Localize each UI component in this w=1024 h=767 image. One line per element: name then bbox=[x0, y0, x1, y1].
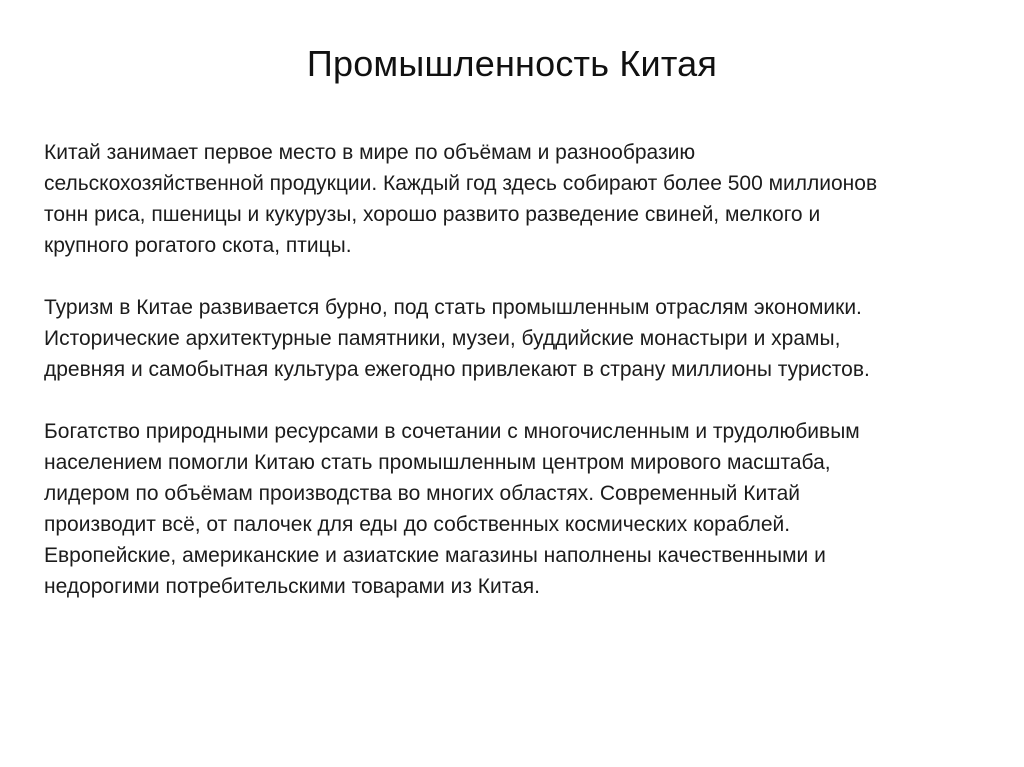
paragraph-tourism bbox=[44, 292, 1004, 385]
text-line: производит всё, от палочек для еды до собственных космических кораблей. bbox=[44, 513, 791, 536]
text-line: населением помогли Китаю стать промышленным центром мирового масштаба, bbox=[44, 451, 831, 474]
paragraph-spacer bbox=[44, 385, 1004, 416]
paragraph-spacer bbox=[44, 261, 1004, 292]
text-line: Богатство природными ресурсами в сочетании с многочисленным и трудолюбивым bbox=[44, 420, 860, 443]
slide-title: Промышленность Китая bbox=[306, 43, 718, 85]
text-line: Исторические архитектурные памятники, музеи, буддийские монастыри и храмы, bbox=[44, 327, 841, 350]
paragraph-industry bbox=[44, 416, 1004, 602]
text-line: крупного рогатого скота, птицы. bbox=[44, 234, 352, 257]
text-line: Китай занимает первое место в мире по объёмам и разнообразию bbox=[44, 141, 696, 164]
text-line: сельскохозяйственной продукции. Каждый год здесь собирают более 500 миллионов bbox=[44, 172, 878, 195]
text-line: Европейские, американские и азиатские магазины наполнены качественными и bbox=[44, 544, 826, 567]
text-line: древняя и самобытная культура ежегодно привлекают в страну миллионы туристов. bbox=[44, 358, 870, 381]
text-line: Туризм в Китае развивается бурно, под стать промышленным отраслям экономики. bbox=[44, 296, 862, 319]
text-line: недорогими потребительскими товарами из Китая. bbox=[44, 575, 541, 598]
paragraph-agriculture bbox=[44, 137, 1004, 261]
text-line: тонн риса, пшеницы и кукурузы, хорошо развито разведение свиней, мелкого и bbox=[44, 203, 821, 226]
text-line: лидером по объёмам производства во многих областях. Современный Китай bbox=[44, 482, 800, 505]
slide-body bbox=[44, 137, 1004, 602]
